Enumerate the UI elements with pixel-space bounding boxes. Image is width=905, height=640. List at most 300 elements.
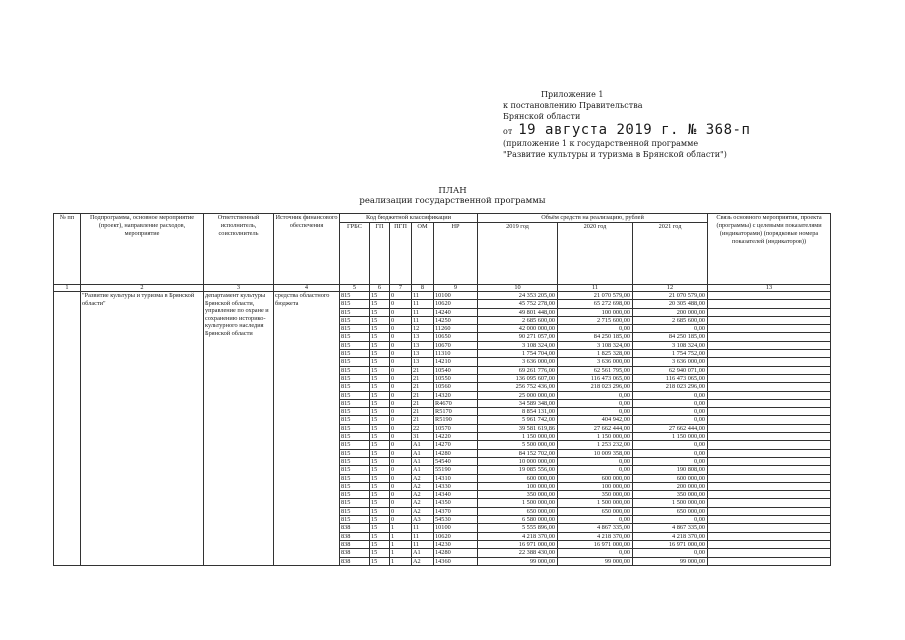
cell-grbs: 815 (340, 449, 370, 457)
cell-2019: 90 271 057,00 (478, 333, 558, 341)
column-number: 5 (340, 285, 370, 292)
cell-2021: 1 150 000,00 (633, 433, 708, 441)
cell-gp: 15 (370, 441, 390, 449)
cell-2020: 218 023 296,00 (558, 383, 633, 391)
cell-2019: 650 000,00 (478, 507, 558, 515)
cell-gp: 15 (370, 350, 390, 358)
cell-nr: 14220 (434, 433, 478, 441)
cell-2021: 190 808,00 (633, 466, 708, 474)
cell-2020: 100 000,00 (558, 482, 633, 490)
cell-2021: 0,00 (633, 416, 708, 424)
cell-2019: 2 685 600,00 (478, 316, 558, 324)
cell-pgp: 1 (390, 557, 412, 565)
header-2020: 2020 год (558, 223, 633, 285)
cell-om: 13 (412, 358, 434, 366)
cell-2020: 4 867 335,00 (558, 524, 633, 532)
cell-grbs: 838 (340, 549, 370, 557)
cell-2021: 3 636 000,00 (633, 358, 708, 366)
cell-2021: 4 867 335,00 (633, 524, 708, 532)
cell-pgp: 0 (390, 516, 412, 524)
cell-nr: R5190 (434, 416, 478, 424)
cell-2020: 99 000,00 (558, 557, 633, 565)
cell-2020: 0,00 (558, 457, 633, 465)
cell-2021: 16 971 000,00 (633, 540, 708, 548)
cell-2019: 42 000 000,00 (478, 325, 558, 333)
cell-gp: 15 (370, 433, 390, 441)
cell-om: A2 (412, 491, 434, 499)
cell-om: 21 (412, 416, 434, 424)
cell-gp: 15 (370, 383, 390, 391)
column-number: 3 (204, 285, 274, 292)
cell-nr: 10560 (434, 383, 478, 391)
cell-om: 11 (412, 292, 434, 300)
header-grbs: ГРБС (340, 223, 370, 285)
cell-om: A1 (412, 457, 434, 465)
cell-2020: 404 942,00 (558, 416, 633, 424)
cell-2019: 1 500 000,00 (478, 499, 558, 507)
cell-gp: 15 (370, 366, 390, 374)
cell-2020: 4 218 370,00 (558, 532, 633, 540)
cell-om: A2 (412, 499, 434, 507)
cell-pgp: 1 (390, 549, 412, 557)
cell-pgp: 0 (390, 499, 412, 507)
cell-2021: 2 685 600,00 (633, 316, 708, 324)
column-number: 13 (708, 285, 831, 292)
cell-2019: 3 108 324,00 (478, 341, 558, 349)
cell-link (708, 507, 831, 515)
cell-gp: 15 (370, 532, 390, 540)
cell-pgp: 0 (390, 358, 412, 366)
cell-grbs: 815 (340, 482, 370, 490)
cell-2021: 0,00 (633, 408, 708, 416)
cell-gp: 15 (370, 391, 390, 399)
cell-link (708, 441, 831, 449)
cell-2020: 27 662 444,00 (558, 424, 633, 432)
cell-2020: 65 272 698,00 (558, 300, 633, 308)
cell-grbs: 815 (340, 358, 370, 366)
header-source: Источник финансового обеспечения (274, 214, 340, 285)
document-title (0, 186, 905, 206)
cell-om: 31 (412, 433, 434, 441)
cell-link (708, 366, 831, 374)
cell-om: 11 (412, 308, 434, 316)
cell-om: 13 (412, 341, 434, 349)
cell-grbs: 815 (340, 491, 370, 499)
cell-om: 11 (412, 532, 434, 540)
cell-link (708, 416, 831, 424)
cell-om: 11 (412, 316, 434, 324)
cell-pgp: 0 (390, 424, 412, 432)
cell-link (708, 433, 831, 441)
cell-nr: 55190 (434, 466, 478, 474)
cell-grbs: 815 (340, 350, 370, 358)
appendix-header (503, 89, 833, 160)
cell-gp: 15 (370, 449, 390, 457)
cell-pgp: 0 (390, 308, 412, 316)
cell-2020: 600 000,00 (558, 474, 633, 482)
cell-2020: 650 000,00 (558, 507, 633, 515)
cell-nr: 54530 (434, 516, 478, 524)
header-om: ОМ (412, 223, 434, 285)
date-prefix: от (503, 127, 513, 136)
cell-link (708, 316, 831, 324)
cell-link (708, 300, 831, 308)
cell-nr: 14240 (434, 308, 478, 316)
cell-2020: 3 636 000,00 (558, 358, 633, 366)
cell-2019: 600 000,00 (478, 474, 558, 482)
cell-2021: 4 218 370,00 (633, 532, 708, 540)
cell-2021: 62 940 071,00 (633, 366, 708, 374)
appendix-line-1: Приложение 1 (541, 90, 604, 99)
cell-2020: 0,00 (558, 549, 633, 557)
cell-gp: 15 (370, 466, 390, 474)
appendix-line-5: (приложение 1 к государственной программе (503, 139, 699, 148)
column-number: 9 (434, 285, 478, 292)
cell-link (708, 399, 831, 407)
cell-grbs: 815 (340, 457, 370, 465)
cell-nr: 10650 (434, 333, 478, 341)
cell-2020: 16 971 000,00 (558, 540, 633, 548)
cell-gp: 15 (370, 540, 390, 548)
cell-2021: 21 070 579,00 (633, 292, 708, 300)
cell-2021: 0,00 (633, 549, 708, 557)
cell-gp: 15 (370, 358, 390, 366)
cell-link (708, 424, 831, 432)
cell-grbs: 815 (340, 499, 370, 507)
cell-nr: 14350 (434, 499, 478, 507)
cell-om: 13 (412, 350, 434, 358)
cell-gp: 15 (370, 474, 390, 482)
cell-link (708, 308, 831, 316)
cell-grbs: 815 (340, 424, 370, 432)
cell-2021: 0,00 (633, 325, 708, 333)
cell-om: A1 (412, 441, 434, 449)
appendix-line-6: "Развитие культуры и туризма в Брянской области") (503, 150, 727, 159)
cell-2020: 0,00 (558, 399, 633, 407)
cell-2021: 200 000,00 (633, 482, 708, 490)
cell-gp: 15 (370, 557, 390, 565)
cell-pgp: 0 (390, 474, 412, 482)
cell-pgp: 0 (390, 416, 412, 424)
column-number: 6 (370, 285, 390, 292)
cell-link (708, 516, 831, 524)
column-number: 7 (390, 285, 412, 292)
cell-2019: 3 636 000,00 (478, 358, 558, 366)
cell-nr: 54540 (434, 457, 478, 465)
column-number: 11 (558, 285, 633, 292)
cell-2021: 1 754 752,00 (633, 350, 708, 358)
cell-grbs: 815 (340, 433, 370, 441)
cell-2019: 136 095 607,00 (478, 374, 558, 382)
table-row (54, 292, 831, 300)
row-num (54, 292, 81, 566)
cell-2019: 256 752 436,00 (478, 383, 558, 391)
cell-om: 22 (412, 424, 434, 432)
cell-2019: 45 752 278,00 (478, 300, 558, 308)
cell-pgp: 1 (390, 540, 412, 548)
cell-om: 21 (412, 391, 434, 399)
cell-link (708, 474, 831, 482)
cell-gp: 15 (370, 333, 390, 341)
handwritten-date: 19 августа 2019 г. № 368-п (518, 122, 751, 138)
cell-pgp: 0 (390, 408, 412, 416)
title-sub: реализации государственной программы (359, 196, 546, 206)
cell-grbs: 815 (340, 308, 370, 316)
cell-link (708, 457, 831, 465)
cell-pgp: 1 (390, 532, 412, 540)
header-pgp: ПГП (390, 223, 412, 285)
cell-link (708, 466, 831, 474)
cell-2019: 39 581 619,86 (478, 424, 558, 432)
cell-2019: 6 580 000,00 (478, 516, 558, 524)
cell-2019: 49 801 448,00 (478, 308, 558, 316)
cell-2020: 3 108 324,00 (558, 341, 633, 349)
cell-om: A2 (412, 507, 434, 515)
cell-2019: 4 218 370,00 (478, 532, 558, 540)
cell-2020: 116 473 065,00 (558, 374, 633, 382)
cell-2019: 1 150 000,00 (478, 433, 558, 441)
cell-link (708, 325, 831, 333)
cell-2020: 1 150 000,00 (558, 433, 633, 441)
plan-table (53, 213, 831, 566)
column-number: 8 (412, 285, 434, 292)
cell-2021: 350 000,00 (633, 491, 708, 499)
cell-om: A1 (412, 466, 434, 474)
cell-2019: 25 000 000,00 (478, 391, 558, 399)
header-gp: ГП (370, 223, 390, 285)
cell-pgp: 0 (390, 300, 412, 308)
cell-2021: 99 000,00 (633, 557, 708, 565)
cell-pgp: 0 (390, 449, 412, 457)
header-2019: 2019 год (478, 223, 558, 285)
cell-grbs: 815 (340, 441, 370, 449)
column-number: 12 (633, 285, 708, 292)
cell-om: 21 (412, 408, 434, 416)
header-volume: Объём средств на реализацию, рублей (478, 214, 708, 223)
cell-2020: 1 253 232,00 (558, 441, 633, 449)
cell-nr: 10620 (434, 532, 478, 540)
cell-link (708, 358, 831, 366)
cell-nr: 14280 (434, 549, 478, 557)
header-num: № пп (54, 214, 81, 285)
cell-2020: 1 500 000,00 (558, 499, 633, 507)
cell-link (708, 391, 831, 399)
cell-grbs: 838 (340, 532, 370, 540)
cell-2020: 350 000,00 (558, 491, 633, 499)
cell-nr: 14370 (434, 507, 478, 515)
cell-2019: 5 961 742,00 (478, 416, 558, 424)
cell-2021: 218 023 296,00 (633, 383, 708, 391)
cell-2020: 84 250 185,00 (558, 333, 633, 341)
cell-grbs: 838 (340, 524, 370, 532)
cell-gp: 15 (370, 507, 390, 515)
cell-nr: 14210 (434, 358, 478, 366)
cell-om: 21 (412, 366, 434, 374)
cell-2019: 84 152 702,00 (478, 449, 558, 457)
header-budget-code: Код бюджетной классификации (340, 214, 478, 223)
cell-2021: 0,00 (633, 441, 708, 449)
cell-grbs: 815 (340, 383, 370, 391)
cell-link (708, 341, 831, 349)
cell-2019: 100 000,00 (478, 482, 558, 490)
cell-gp: 15 (370, 499, 390, 507)
cell-om: 21 (412, 399, 434, 407)
column-number: 4 (274, 285, 340, 292)
cell-2021: 0,00 (633, 457, 708, 465)
cell-gp: 15 (370, 308, 390, 316)
cell-2019: 69 261 776,00 (478, 366, 558, 374)
cell-grbs: 815 (340, 408, 370, 416)
cell-nr: 14250 (434, 316, 478, 324)
cell-grbs: 815 (340, 391, 370, 399)
cell-nr: 10100 (434, 292, 478, 300)
cell-2019: 19 085 556,00 (478, 466, 558, 474)
cell-2020: 0,00 (558, 466, 633, 474)
cell-2019: 350 000,00 (478, 491, 558, 499)
cell-2021: 600 000,00 (633, 474, 708, 482)
cell-pgp: 0 (390, 341, 412, 349)
cell-grbs: 815 (340, 399, 370, 407)
cell-nr: 14360 (434, 557, 478, 565)
cell-link (708, 374, 831, 382)
appendix-line-3: Брянской области (503, 112, 581, 121)
cell-om: 21 (412, 383, 434, 391)
column-number: 1 (54, 285, 81, 292)
cell-link (708, 491, 831, 499)
title-main: ПЛАН (438, 186, 467, 196)
cell-2019: 1 754 704,00 (478, 350, 558, 358)
cell-nr: 10540 (434, 366, 478, 374)
cell-grbs: 815 (340, 416, 370, 424)
cell-pgp: 0 (390, 333, 412, 341)
cell-2021: 200 000,00 (633, 308, 708, 316)
cell-2019: 22 388 430,00 (478, 549, 558, 557)
cell-om: 11 (412, 524, 434, 532)
cell-gp: 15 (370, 341, 390, 349)
cell-grbs: 838 (340, 540, 370, 548)
cell-grbs: 815 (340, 325, 370, 333)
header-program: Подпрограмма, основное мероприятие (проект), направление расходов, мероприятие (81, 214, 204, 285)
cell-pgp: 1 (390, 524, 412, 532)
cell-grbs: 815 (340, 516, 370, 524)
header-2021: 2021 год (633, 223, 708, 285)
cell-om: A2 (412, 557, 434, 565)
cell-om: A1 (412, 549, 434, 557)
cell-gp: 15 (370, 374, 390, 382)
cell-link (708, 292, 831, 300)
cell-2020: 10 009 358,00 (558, 449, 633, 457)
header-nr: НР (434, 223, 478, 285)
cell-gp: 15 (370, 457, 390, 465)
cell-pgp: 0 (390, 507, 412, 515)
cell-nr: R4670 (434, 399, 478, 407)
cell-link (708, 333, 831, 341)
cell-grbs: 815 (340, 292, 370, 300)
cell-link (708, 449, 831, 457)
cell-nr: 14320 (434, 391, 478, 399)
cell-link (708, 350, 831, 358)
cell-2019: 8 854 131,00 (478, 408, 558, 416)
cell-2020: 100 000,00 (558, 308, 633, 316)
cell-nr: 11260 (434, 325, 478, 333)
cell-link (708, 540, 831, 548)
cell-gp: 15 (370, 549, 390, 557)
cell-2019: 10 000 000,00 (478, 457, 558, 465)
cell-om: A1 (412, 449, 434, 457)
cell-pgp: 0 (390, 457, 412, 465)
cell-link (708, 499, 831, 507)
cell-2021: 650 000,00 (633, 507, 708, 515)
cell-2020: 0,00 (558, 325, 633, 333)
cell-2020: 2 715 600,00 (558, 316, 633, 324)
cell-gp: 15 (370, 491, 390, 499)
cell-om: 13 (412, 333, 434, 341)
cell-2021: 1 500 000,00 (633, 499, 708, 507)
cell-gp: 15 (370, 524, 390, 532)
cell-om: A3 (412, 516, 434, 524)
column-number: 10 (478, 285, 558, 292)
cell-nr: 14330 (434, 482, 478, 490)
cell-grbs: 815 (340, 474, 370, 482)
appendix-date-line (503, 123, 833, 138)
cell-pgp: 0 (390, 316, 412, 324)
cell-pgp: 0 (390, 399, 412, 407)
cell-gp: 15 (370, 424, 390, 432)
cell-2019: 5 555 896,00 (478, 524, 558, 532)
cell-pgp: 0 (390, 482, 412, 490)
cell-link (708, 482, 831, 490)
cell-2019: 24 353 205,00 (478, 292, 558, 300)
cell-2019: 5 500 000,00 (478, 441, 558, 449)
header-link: Связь основного мероприятия, проекта (программы) с целевыми показателями (индикаторами) (порядковые номера показателей (индикаторов)) (708, 214, 831, 285)
cell-2021: 27 662 444,00 (633, 424, 708, 432)
cell-nr: 10100 (434, 524, 478, 532)
cell-2021: 0,00 (633, 516, 708, 524)
cell-om: 21 (412, 374, 434, 382)
cell-2021: 116 473 065,00 (633, 374, 708, 382)
cell-2021: 3 108 324,00 (633, 341, 708, 349)
cell-2020: 0,00 (558, 516, 633, 524)
cell-nr: 10570 (434, 424, 478, 432)
cell-gp: 15 (370, 292, 390, 300)
cell-link (708, 557, 831, 565)
cell-grbs: 815 (340, 341, 370, 349)
cell-grbs: 815 (340, 507, 370, 515)
cell-pgp: 0 (390, 491, 412, 499)
column-number: 2 (81, 285, 204, 292)
cell-2019: 99 000,00 (478, 557, 558, 565)
cell-grbs: 815 (340, 300, 370, 308)
row-program: "Развитие культуры и туризма в Брянской области" (81, 292, 204, 566)
cell-gp: 15 (370, 300, 390, 308)
cell-grbs: 838 (340, 557, 370, 565)
column-numbers-row (54, 285, 831, 292)
cell-pgp: 0 (390, 325, 412, 333)
cell-2020: 0,00 (558, 408, 633, 416)
cell-om: A2 (412, 474, 434, 482)
cell-grbs: 815 (340, 316, 370, 324)
cell-2021: 0,00 (633, 449, 708, 457)
cell-pgp: 0 (390, 383, 412, 391)
cell-link (708, 524, 831, 532)
cell-2021: 84 250 185,00 (633, 333, 708, 341)
cell-pgp: 0 (390, 374, 412, 382)
appendix-line-2: к постановлению Правительства (503, 101, 643, 110)
cell-om: 11 (412, 300, 434, 308)
row-source: средства областного бюджета (274, 292, 340, 566)
plan-table-body (54, 292, 831, 566)
cell-2020: 1 825 328,00 (558, 350, 633, 358)
